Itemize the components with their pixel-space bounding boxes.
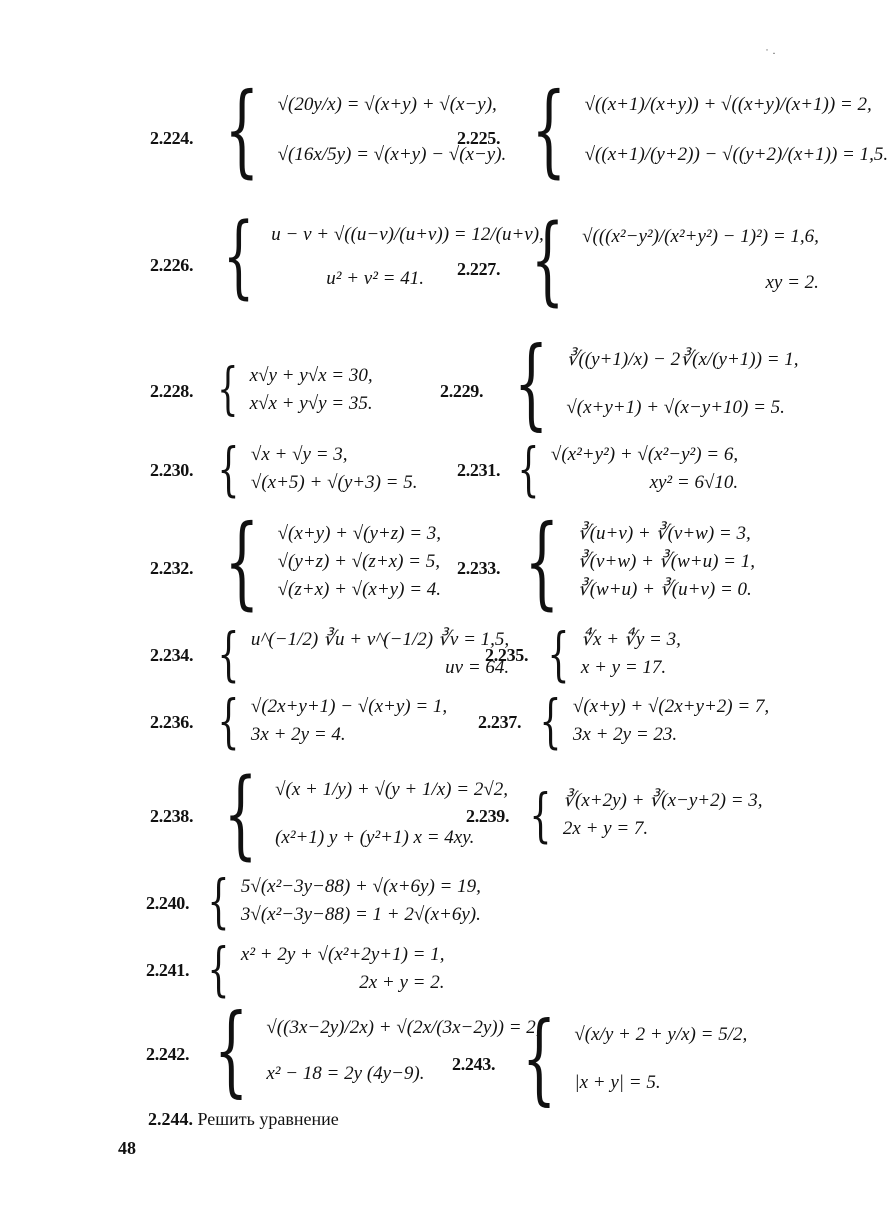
left-brace: { [539, 687, 562, 755]
problem-number: 2.238. [150, 806, 194, 826]
left-brace: { [224, 503, 260, 620]
left-brace: { [224, 71, 260, 188]
next-task [148, 1109, 339, 1130]
left-brace: { [214, 994, 249, 1108]
equation-system [210, 204, 544, 309]
equation-line: ∜x + ∜y = 3, [580, 629, 681, 651]
equation-system [200, 994, 541, 1108]
equation-line: ∛(w+u) + ∛(u+v) = 0. [577, 578, 752, 600]
equation-system [510, 503, 755, 620]
problem-number: 2.229. [440, 381, 484, 401]
problem-number: 2.232. [150, 558, 194, 578]
equation-line: 5√(x²−3y−88) + √(x+6y) = 19, [240, 876, 481, 898]
left-brace: { [217, 435, 240, 503]
equation-line: √((x+1)/(x+y)) + √((x+y)/(x+1)) = 2, [584, 94, 872, 116]
left-brace: { [217, 357, 239, 422]
equation-line: 2x + y = 7. [562, 818, 649, 839]
problem-number: 2.235. [485, 645, 529, 665]
left-brace: { [217, 687, 240, 755]
equation-system [517, 204, 819, 316]
equation-system [210, 758, 508, 870]
equation-line: √(x+y+1) + √(x−y+10) = 5. [566, 397, 785, 418]
left-brace: { [217, 620, 240, 688]
equation-line: ∛((y+1)/x) − 2∛(x/(y+1)) = 1, [566, 349, 799, 371]
equation-line: u^(−1/2) ∛u + v^(−1/2) ∛v = 1,5, [250, 629, 510, 651]
problem-number: 2.244. [148, 1109, 193, 1129]
equation-line: 3√(x²−3y−88) = 1 + 2√(x+6y). [240, 904, 481, 925]
problem-number: 2.242. [146, 1044, 190, 1064]
equation-system [210, 620, 510, 688]
equation-system [510, 435, 739, 503]
problem-number: 2.241. [146, 960, 190, 980]
equation-system [210, 435, 418, 503]
left-brace: { [529, 781, 552, 849]
problem-number: 2.233. [457, 558, 501, 578]
problem-number: 2.226. [150, 255, 194, 275]
problem-number: 2.224. [150, 128, 194, 148]
equation-system [508, 1002, 748, 1116]
task-text: Решить уравнение [197, 1109, 339, 1129]
problem-number: 2.234. [150, 645, 194, 665]
equation-line: ∛(v+w) + ∛(w+u) = 1, [577, 551, 755, 573]
equation-line: √((3x−2y)/2x) + √(2x/(3x−2y)) = 2, [266, 1017, 541, 1039]
left-brace: { [522, 1002, 557, 1116]
equation-system [540, 620, 681, 688]
equation-line: x² + 2y + √(x²+2y+1) = 1, [240, 944, 445, 966]
page-number: 48 [118, 1138, 136, 1158]
problem-number: 2.228. [150, 381, 194, 401]
equation-line: √(x+y) + √(y+z) = 3, [277, 523, 442, 545]
equation-system [200, 867, 481, 935]
equation-line: √(20y/x) = √(x+y) + √(x−y), [277, 94, 497, 116]
problem-number: 2.239. [466, 806, 510, 826]
equation-line: 3x + 2y = 23. [572, 724, 678, 745]
equation-line: x√y + y√x = 30, [249, 365, 373, 387]
scan-specks: ˙ · [765, 46, 776, 60]
equation-system [517, 71, 888, 188]
left-brace: { [207, 867, 230, 935]
problem-number: 2.237. [478, 712, 522, 732]
equation-line: √(x+5) + √(y+3) = 5. [250, 472, 418, 493]
equation-line: x² − 18 = 2y (4y−9). [266, 1063, 425, 1084]
equation-line: √(x/y + 2 + y/x) = 5/2, [574, 1024, 748, 1046]
equation-line: √(y+z) + √(z+x) = 5, [277, 551, 440, 573]
equation-line: √x + √y = 3, [250, 444, 348, 466]
left-brace: { [207, 935, 230, 1003]
equation-line: u² + v² = 41. [326, 268, 424, 289]
problem-number: 2.231. [457, 460, 501, 480]
equation-line: √(x+y) + √(2x+y+2) = 7, [572, 696, 770, 718]
equation-line: xy² = 6√10. [649, 472, 739, 493]
problem-number: 2.225. [457, 128, 501, 148]
left-brace: { [531, 71, 567, 188]
equation-system [500, 327, 799, 441]
equation-line: ∛(x+2y) + ∛(x−y+2) = 3, [562, 790, 763, 812]
equation-line: xy = 2. [765, 272, 819, 293]
equation-system [210, 357, 373, 422]
equation-system [522, 781, 763, 849]
equation-line: (x²+1) y + (y²+1) x = 4xy. [275, 827, 475, 848]
equation-line: 2x + y = 2. [359, 972, 445, 993]
equation-line: 3x + 2y = 4. [250, 724, 346, 745]
problem-number: 2.230. [150, 460, 194, 480]
equation-system [210, 687, 448, 755]
problem-number: 2.236. [150, 712, 194, 732]
left-brace: { [547, 620, 570, 688]
left-brace: { [524, 503, 560, 620]
equation-line: u − v + √((u−v)/(u+v)) = 12/(u+v), [271, 224, 544, 246]
equation-line: |x + y| = 5. [574, 1072, 661, 1093]
equation-line: x√x + y√y = 35. [249, 393, 373, 414]
problem-number: 2.227. [457, 259, 501, 279]
left-brace: { [222, 204, 255, 309]
equation-line: √(z+x) + √(x+y) = 4. [277, 578, 442, 600]
equation-system [210, 503, 442, 620]
equation-line: √(x + 1/y) + √(y + 1/x) = 2√2, [275, 779, 508, 801]
equation-line: √(x²+y²) + √(x²−y²) = 6, [550, 444, 739, 466]
problem-number: 2.240. [146, 893, 190, 913]
equation-line: x + y = 17. [580, 657, 667, 678]
equation-line: √((x+1)/(y+2)) − √((y+2)/(x+1)) = 1,5. [584, 144, 888, 165]
equation-line: √(16x/5y) = √(x+y) − √(x−y). [277, 144, 507, 165]
left-brace: { [530, 204, 565, 316]
equation-line: uv = 64. [445, 657, 510, 678]
left-brace: { [514, 327, 549, 441]
equation-line: √(((x²−y²)/(x²+y²) − 1)²) = 1,6, [582, 226, 819, 248]
equation-line: ∛(u+v) + ∛(v+w) = 3, [577, 523, 751, 545]
equation-system [532, 687, 770, 755]
equation-line: √(2x+y+1) − √(x+y) = 1, [250, 696, 448, 718]
left-brace: { [223, 758, 258, 870]
equation-system [200, 935, 445, 1003]
left-brace: { [517, 435, 540, 503]
problem-number: 2.243. [452, 1054, 496, 1074]
